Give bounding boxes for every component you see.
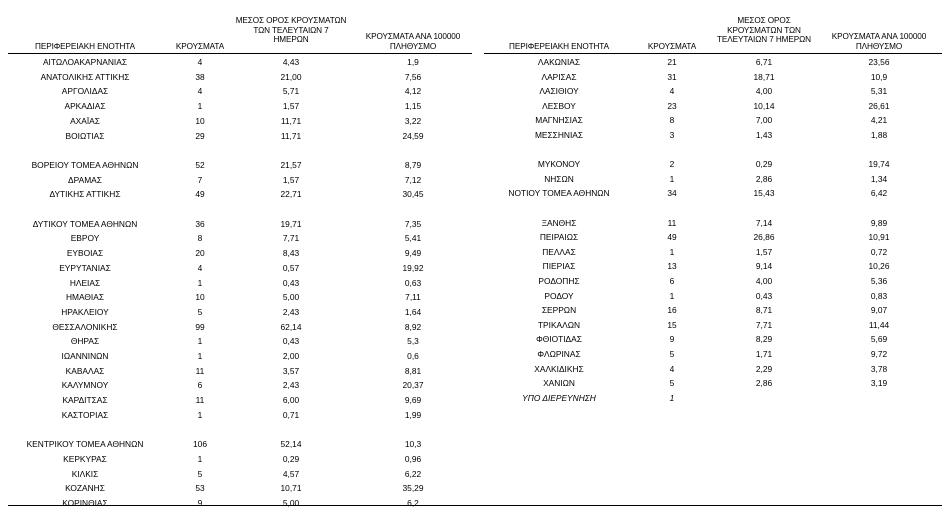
right-row-19-avg7: 8,29 — [755, 334, 773, 345]
left-row-2-region: ΑΡΓΟΛΙΔΑΣ — [61, 86, 109, 97]
left-row-24-cases: 1 — [197, 409, 203, 420]
right-row-2-cases: 4 — [669, 86, 675, 97]
left-row-30-region: ΚΟΡΙΝΘΙΑΣ — [62, 498, 108, 508]
right-row-5-cases: 3 — [669, 130, 675, 140]
left-header-rule — [8, 53, 472, 54]
right-row-9-cases: 34 — [667, 188, 677, 199]
left-row-18-cases: 99 — [195, 321, 205, 332]
right-row-1-avg7: 18,71 — [753, 71, 775, 82]
left-row-15-cases: 1 — [197, 277, 203, 288]
right-row-3-avg7: 10,14 — [753, 100, 775, 111]
right-row-14-avg7: 9,14 — [755, 261, 773, 272]
right-row-20-avg7: 1,71 — [755, 349, 773, 359]
left-row-21-cases: 11 — [195, 365, 205, 376]
left-row-7-avg7: 21,57 — [280, 159, 302, 170]
right-row-11-cases: 11 — [667, 217, 677, 228]
right-row-8-region: ΝΗΣΩΝ — [544, 173, 574, 184]
left-row-0-per100k: 1,9 — [407, 57, 419, 67]
left-row-8-per100k: 7,12 — [404, 174, 422, 185]
right-row-17-per100k: 9,07 — [870, 305, 888, 316]
right-row-20-per100k: 9,72 — [870, 349, 888, 359]
right-row-19-region: ΦΘΙΟΤΙΔΑΣ — [536, 334, 582, 345]
left-row-16-avg7: 5,00 — [282, 292, 300, 303]
left-row-2-per100k: 4,12 — [404, 86, 422, 97]
left-row-1-per100k: 7,56 — [404, 71, 422, 82]
left-row-16-cases: 10 — [195, 292, 205, 303]
left-row-0-region: ΑΙΤΩΛΟΑΚΑΡΝΑΝΙΑΣ — [42, 57, 128, 67]
right-row-4-avg7: 7,00 — [755, 115, 773, 126]
right-row-19-cases: 9 — [669, 334, 675, 345]
right-header-per100k-line1: ΚΡΟΥΣΜΑΤΑ ΑΝΑ 100000 — [831, 32, 927, 41]
right-row-15-cases: 6 — [669, 276, 675, 286]
left-row-20-region: ΙΩΑΝΝΙΝΩΝ — [61, 351, 109, 361]
right-row-3-cases: 23 — [667, 100, 677, 111]
left-row-19-cases: 1 — [197, 336, 203, 347]
left-row-15-avg7: 0,43 — [282, 277, 300, 288]
left-row-17-cases: 5 — [197, 306, 203, 317]
left-row-24-per100k: 1,99 — [404, 409, 422, 420]
left-header-cases: ΚΡΟΥΣΜΑΤΑ — [175, 42, 225, 51]
left-row-7-per100k: 8,79 — [404, 159, 422, 170]
left-header-per100k-line1: ΚΡΟΥΣΜΑΤΑ ΑΝΑ 100000 — [365, 32, 461, 41]
right-row-23-cases: 1 — [669, 392, 675, 403]
right-row-0-region: ΛΑΚΩΝΙΑΣ — [537, 57, 581, 67]
left-row-9-region: ΔΥΤΙΚΗΣ ΑΤΤΙΚΗΣ — [49, 189, 121, 200]
left-row-24-region: ΚΑΣΤΟΡΙΑΣ — [61, 409, 109, 420]
right-row-21-avg7: 2,29 — [755, 363, 773, 374]
left-row-18-region: ΘΕΣΣΑΛΟΝΙΚΗΣ — [52, 321, 118, 332]
left-header-region: ΠΕΡΙΦΕΡΕΙΑΚΗ ΕΝΟΤΗΤΑ — [35, 42, 135, 51]
right-row-14-cases: 13 — [667, 261, 677, 272]
left-row-5-cases: 29 — [195, 130, 205, 141]
right-row-15-avg7: 4,00 — [755, 276, 773, 286]
left-row-7-region: ΒΟΡΕΙΟΥ ΤΟΜΕΑ ΑΘΗΝΩΝ — [31, 159, 139, 170]
left-row-7-cases: 52 — [195, 159, 205, 170]
left-row-13-avg7: 8,43 — [282, 248, 300, 259]
left-row-5-per100k: 24,59 — [402, 130, 424, 141]
right-row-5-region: ΜΕΣΣΗΝΙΑΣ — [534, 130, 584, 140]
right-row-11-region: ΞΑΝΘΗΣ — [541, 217, 577, 228]
left-row-18-avg7: 62,14 — [280, 321, 302, 332]
left-row-11-cases: 36 — [195, 218, 205, 229]
left-row-28-region: ΚΙΛΚΙΣ — [71, 468, 99, 479]
left-row-22-avg7: 2,43 — [282, 380, 300, 391]
left-row-2-avg7: 5,71 — [282, 86, 300, 97]
right-row-16-region: ΡΟΔΟΥ — [544, 290, 574, 301]
left-row-12-region: ΕΒΡΟΥ — [70, 233, 100, 244]
right-row-2-avg7: 4,00 — [755, 86, 773, 97]
right-row-0-avg7: 6,71 — [755, 57, 773, 67]
right-header-avg7-line1: ΜΕΣΟΣ ΟΡΟΣ — [737, 16, 791, 25]
right-row-5-per100k: 1,88 — [870, 130, 888, 140]
left-row-21-region: ΚΑΒΑΛΑΣ — [65, 365, 105, 376]
left-row-20-avg7: 2,00 — [282, 351, 300, 361]
right-row-7-per100k: 19,74 — [868, 159, 890, 170]
left-row-3-region: ΑΡΚΑΔΙΑΣ — [64, 101, 106, 112]
left-row-27-per100k: 0,96 — [404, 453, 422, 464]
left-row-11-region: ΔΥΤΙΚΟΥ ΤΟΜΕΑ ΑΘΗΝΩΝ — [32, 218, 138, 229]
left-header-avg7 — [226, 16, 356, 45]
right-row-23-region: ΥΠΟ ΔΙΕΡΕΥΝΗΣΗ — [522, 392, 596, 403]
right-row-8-per100k: 1,34 — [870, 173, 888, 184]
left-row-19-per100k: 5,3 — [407, 336, 419, 347]
left-row-14-avg7: 0,57 — [282, 262, 300, 273]
right-row-13-avg7: 1,57 — [755, 246, 773, 257]
left-row-28-avg7: 4,57 — [282, 468, 300, 479]
left-row-1-avg7: 21,00 — [280, 71, 302, 82]
right-row-22-avg7: 2,86 — [755, 378, 773, 389]
right-row-17-region: ΣΕΡΡΩΝ — [541, 305, 577, 316]
right-row-2-region: ΛΑΣΙΘΙΟΥ — [539, 86, 579, 97]
right-row-8-avg7: 2,86 — [755, 173, 773, 184]
right-row-22-per100k: 3,19 — [870, 378, 888, 389]
left-row-16-per100k: 7,11 — [405, 292, 421, 303]
left-row-26-cases: 106 — [193, 439, 207, 450]
left-row-11-per100k: 7,35 — [404, 218, 422, 229]
right-row-12-cases: 49 — [667, 232, 677, 243]
left-row-8-avg7: 1,57 — [282, 174, 300, 185]
right-row-15-region: ΡΟΔΟΠΗΣ — [538, 276, 580, 286]
left-row-27-cases: 1 — [197, 453, 203, 464]
left-row-20-cases: 1 — [197, 351, 203, 361]
left-row-30-avg7: 5,00 — [282, 498, 300, 508]
left-row-26-region: ΚΕΝΤΡΙΚΟΥ ΤΟΜΕΑ ΑΘΗΝΩΝ — [26, 439, 144, 450]
right-row-17-avg7: 8,71 — [755, 305, 773, 316]
right-row-8-cases: 1 — [669, 173, 675, 184]
left-row-4-avg7: 11,71 — [280, 115, 302, 126]
right-row-16-cases: 1 — [669, 290, 675, 301]
left-row-2-cases: 4 — [197, 86, 203, 97]
left-row-22-region: ΚΑΛΥΜΝΟΥ — [61, 380, 109, 391]
right-row-7-cases: 2 — [669, 159, 675, 170]
right-row-9-avg7: 15,43 — [753, 188, 775, 199]
right-header-per100k — [818, 32, 940, 51]
left-row-1-cases: 38 — [195, 71, 205, 82]
right-row-9-per100k: 6,42 — [870, 188, 888, 199]
right-row-14-per100k: 10,26 — [868, 261, 890, 272]
left-row-0-avg7: 4,43 — [282, 57, 300, 67]
right-row-3-per100k: 26,61 — [868, 100, 890, 111]
right-row-0-per100k: 23,56 — [868, 57, 890, 67]
left-row-15-per100k: 0,63 — [404, 277, 422, 288]
right-row-20-region: ΦΛΩΡΙΝΑΣ — [537, 349, 581, 359]
right-row-1-per100k: 10,9 — [870, 71, 888, 82]
left-row-16-region: ΗΜΑΘΙΑΣ — [65, 292, 105, 303]
left-row-3-per100k: 1,15 — [404, 101, 422, 112]
right-row-1-region: ΛΑΡΙΣΑΣ — [541, 71, 577, 82]
left-row-9-avg7: 22,71 — [280, 189, 302, 200]
right-row-22-cases: 5 — [669, 378, 675, 389]
left-row-21-per100k: 8,81 — [404, 365, 422, 376]
left-header-avg7-line2: ΤΩΝ ΤΕΛΕΥΤΑΙΩΝ 7 — [253, 25, 329, 35]
left-row-14-region: ΕΥΡΥΤΑΝΙΑΣ — [59, 262, 111, 273]
right-row-13-cases: 1 — [669, 246, 675, 257]
right-row-5-avg7: 1,43 — [755, 130, 773, 140]
right-row-18-cases: 15 — [667, 319, 677, 330]
left-row-14-per100k: 19,92 — [402, 262, 424, 273]
right-row-12-region: ΠΕΙΡΑΙΩΣ — [539, 232, 579, 243]
right-row-19-per100k: 5,69 — [870, 334, 888, 345]
right-header-region: ΠΕΡΙΦΕΡΕΙΑΚΗ ΕΝΟΤΗΤΑ — [509, 42, 609, 51]
right-row-18-per100k: 11,44 — [868, 319, 890, 330]
left-row-29-cases: 53 — [195, 483, 205, 494]
right-row-1-cases: 31 — [667, 71, 677, 82]
left-row-23-per100k: 9,69 — [404, 395, 422, 406]
left-row-5-region: ΒΟΙΩΤΙΑΣ — [65, 130, 105, 141]
left-row-26-per100k: 10,3 — [404, 439, 422, 450]
left-row-4-per100k: 3,22 — [404, 115, 422, 126]
left-row-20-per100k: 0,6 — [407, 351, 419, 361]
left-row-29-avg7: 10,71 — [280, 483, 302, 494]
left-row-14-cases: 4 — [197, 262, 203, 273]
right-row-14-region: ΠΙΕΡΙΑΣ — [542, 261, 576, 272]
right-row-0-cases: 21 — [667, 57, 677, 67]
left-row-19-region: ΘΗΡΑΣ — [70, 336, 100, 347]
left-row-9-cases: 49 — [195, 189, 205, 200]
left-row-28-cases: 5 — [197, 468, 203, 479]
left-row-13-per100k: 9,49 — [404, 248, 422, 259]
right-row-21-region: ΧΑΛΚΙΔΙΚΗΣ — [534, 363, 584, 374]
left-row-29-per100k: 35,29 — [402, 483, 424, 494]
left-row-30-cases: 9 — [197, 498, 203, 508]
left-row-0-cases: 4 — [197, 57, 203, 67]
right-row-4-cases: 8 — [669, 115, 675, 126]
left-row-27-region: ΚΕΡΚΥΡΑΣ — [63, 453, 107, 464]
left-header-avg7-line1: ΜΕΣΟΣ ΟΡΟΣ ΚΡΟΥΣΜΑΤΩΝ — [235, 16, 347, 25]
left-row-27-avg7: 0,29 — [282, 453, 300, 464]
left-row-11-avg7: 19,71 — [280, 218, 302, 229]
left-row-19-avg7: 0,43 — [282, 336, 300, 347]
left-row-9-per100k: 30,45 — [402, 189, 424, 200]
left-row-22-per100k: 20,37 — [402, 380, 424, 391]
right-row-13-region: ΠΕΛΛΑΣ — [542, 246, 576, 257]
left-row-24-avg7: 0,71 — [282, 409, 300, 420]
left-row-17-avg7: 2,43 — [282, 306, 300, 317]
right-row-18-avg7: 7,71 — [755, 319, 773, 330]
right-row-12-per100k: 10,91 — [868, 232, 890, 243]
left-header-per100k-line2: ΠΛΗΘΥΣΜΟ — [389, 41, 437, 51]
right-row-11-per100k: 9,89 — [870, 217, 888, 228]
right-row-11-avg7: 7,14 — [755, 217, 773, 228]
left-row-26-avg7: 52,14 — [280, 439, 302, 450]
left-row-17-per100k: 1,64 — [404, 306, 422, 317]
left-row-8-cases: 7 — [197, 174, 203, 185]
right-header-avg7 — [700, 16, 828, 45]
left-row-21-avg7: 3,57 — [282, 365, 300, 376]
right-row-7-avg7: 0,29 — [755, 159, 773, 170]
left-row-23-avg7: 6,00 — [282, 395, 300, 406]
left-row-3-cases: 1 — [197, 101, 203, 112]
left-row-8-region: ΔΡΑΜΑΣ — [68, 174, 102, 185]
right-row-4-per100k: 4,21 — [870, 115, 888, 126]
right-header-cases: ΚΡΟΥΣΜΑΤΑ — [647, 42, 697, 51]
left-row-3-avg7: 1,57 — [282, 101, 300, 112]
left-header-avg7-line3: ΗΜΕΡΩΝ — [273, 35, 309, 44]
left-row-4-cases: 10 — [195, 115, 205, 126]
left-row-17-region: ΗΡΑΚΛΕΙΟΥ — [61, 306, 109, 317]
left-row-28-per100k: 6,22 — [404, 468, 422, 479]
right-row-20-cases: 5 — [669, 349, 675, 359]
left-row-4-region: ΑΧΑΪΑΣ — [70, 115, 100, 126]
left-row-13-region: ΕΥΒΟΙΑΣ — [66, 248, 104, 259]
right-row-12-avg7: 26,86 — [753, 232, 775, 243]
left-row-18-per100k: 8,92 — [404, 321, 422, 332]
right-row-21-cases: 4 — [669, 363, 675, 374]
left-row-15-region: ΗΛΕΙΑΣ — [69, 277, 101, 288]
right-header-rule — [484, 53, 942, 54]
left-row-30-per100k: 6,2 — [407, 498, 419, 508]
left-row-23-region: ΚΑΡΔΙΤΣΑΣ — [62, 395, 108, 406]
left-row-1-region: ΑΝΑΤΟΛΙΚΗΣ ΑΤΤΙΚΗΣ — [40, 71, 130, 82]
right-row-3-region: ΛΕΣΒΟΥ — [542, 100, 576, 111]
left-row-12-per100k: 5,41 — [404, 233, 422, 244]
right-row-2-per100k: 5,31 — [870, 86, 888, 97]
left-row-12-cases: 8 — [197, 233, 203, 244]
right-header-per100k-line2: ΠΛΗΘΥΣΜΟ — [855, 41, 903, 51]
left-row-23-cases: 11 — [195, 395, 205, 406]
right-row-16-per100k: 0,83 — [870, 290, 888, 301]
right-row-13-per100k: 0,72 — [870, 246, 888, 257]
right-row-18-region: ΤΡΙΚΑΛΩΝ — [537, 319, 581, 330]
right-row-7-region: ΜΥΚΟΝΟΥ — [537, 159, 581, 170]
right-row-4-region: ΜΑΓΝΗΣΙΑΣ — [535, 115, 583, 126]
left-header-per100k — [353, 32, 473, 51]
left-row-5-avg7: 11,71 — [280, 130, 302, 141]
right-header-avg7-line2: ΚΡΟΥΣΜΑΤΩΝ ΤΩΝ — [727, 25, 801, 35]
left-row-13-cases: 20 — [195, 248, 205, 259]
left-row-12-avg7: 7,71 — [282, 233, 300, 244]
right-row-17-cases: 16 — [667, 305, 677, 316]
right-header-avg7-line3: ΤΕΛΕΥΤΑΙΩΝ 7 ΗΜΕΡΩΝ — [717, 35, 811, 44]
right-row-15-per100k: 5,36 — [870, 276, 888, 286]
right-row-22-region: ΧΑΝΙΩΝ — [543, 378, 575, 389]
left-row-29-region: ΚΟΖΑΝΗΣ — [65, 483, 105, 494]
right-row-21-per100k: 3,78 — [870, 363, 888, 374]
left-row-22-cases: 6 — [197, 380, 203, 391]
right-row-9-region: ΝΟΤΙΟΥ ΤΟΜΕΑ ΑΘΗΝΩΝ — [508, 188, 610, 199]
right-row-16-avg7: 0,43 — [755, 290, 773, 301]
